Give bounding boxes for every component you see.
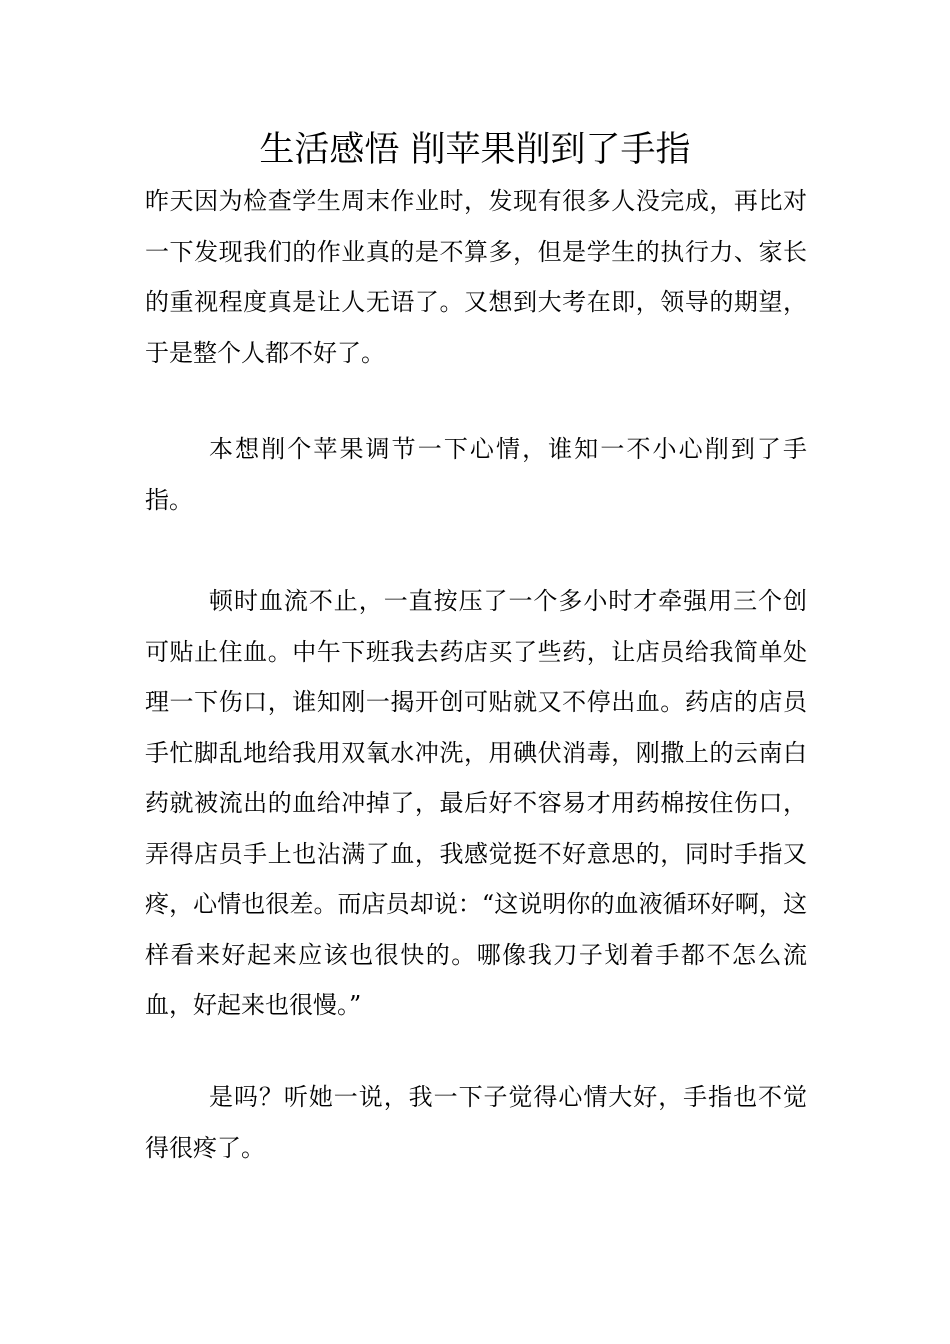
paragraph-4: 是吗？听她一说，我一下子觉得心情大好，手指也不觉得很疼了。 bbox=[145, 1083, 807, 1162]
paragraph-3: 顿时血流不止，一直按压了一个多小时才牵强用三个创可贴止住血。中午下班我去药店买了些药，让店员给我简单处理一下伤口，谁知刚一揭开创可贴就又不停出血。药店的店员手忙脚乱地给我用双氧水冲洗，用碘伏消毒，刚撒上的云南白药就被流出的血给冲掉了，最后好不容易才用药棉按住伤口，弄得店员手上也沾满了血，我感觉挺不好意思的，同时手指又疼，心情也很差。而店员却说：“这说明你的血液循环好啊，这样看来好起来应该也很快的。哪像我刀子划着手都不怎么流血，好起来也很慢。” bbox=[145, 587, 807, 1019]
paragraph-1: 昨天因为检查学生周末作业时，发现有很多人没完成，再比对一下发现我们的作业真的是不算多，但是学生的执行力、家长的重视程度真是让人无语了。又想到大考在即，领导的期望，于是整个人都不好了。 bbox=[145, 187, 807, 367]
paragraph-2: 本想削个苹果调节一下心情，谁知一不小心削到了手指。 bbox=[145, 435, 807, 514]
document-title: 生活感悟 削苹果削到了手指 bbox=[259, 130, 691, 170]
